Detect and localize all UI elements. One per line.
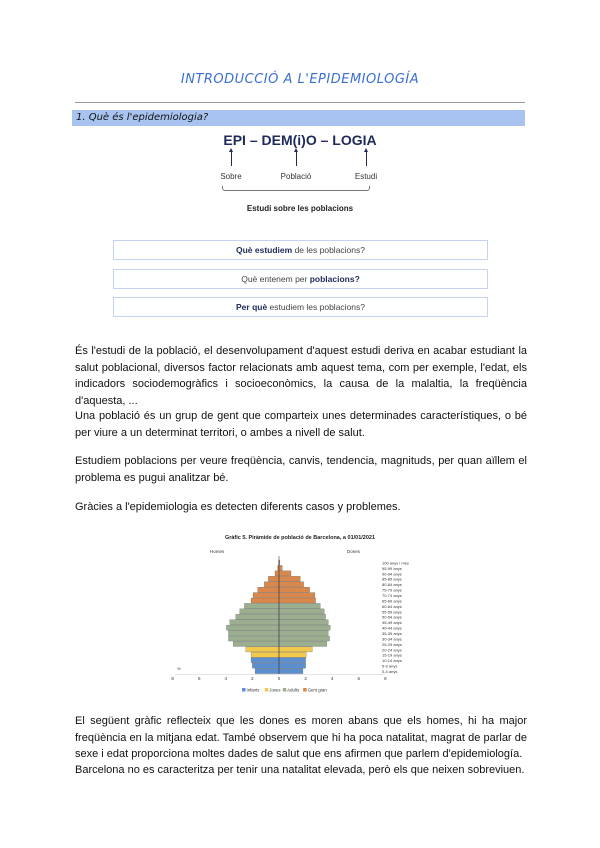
question-box: [113, 269, 488, 289]
chart-title: Gràfic 5. Piràmide de població de Barcelona, a 01/01/2021: [224, 535, 376, 541]
left-label: Homes: [210, 549, 225, 554]
x-tick-label: 8: [171, 676, 174, 681]
paragraph: Barcelona no es caracteritza per tenir una natalitat elevada, però els que neixen sobreviuen.: [75, 764, 525, 776]
x-tick-label: 0: [277, 676, 281, 681]
question-box: [113, 240, 488, 260]
title-divider: [75, 102, 525, 103]
etymology-part: Sobre: [220, 172, 242, 181]
age-label: 100 anys i més: [382, 560, 409, 566]
bar-homes: [251, 658, 279, 663]
bar-homes: [275, 571, 279, 576]
bar-dones: [279, 625, 330, 630]
bar-dones: [279, 658, 306, 663]
bar-dones: [279, 598, 316, 603]
paragraph: Estudiem poblacions per veure freqüència, canvis, tendencia, magnituds, per quan aïllem el problema es pugui analitzar bé.: [75, 455, 527, 484]
x-tick-label: 2: [304, 676, 307, 681]
bar-dones: [279, 587, 310, 592]
etymology-diagram: [160, 128, 440, 218]
etymology-part: Estudi: [354, 172, 378, 181]
paragraph: Gràcies a l'epidemiologia es detecten diferents casos y problemes.: [75, 501, 401, 513]
paragraph: Una població és un grup de gent que comparteix unes determinades característiques, o bé per viure a un determinat territori, o ambes a nivell de salut.: [75, 410, 527, 439]
bar-homes: [251, 598, 279, 603]
bar-homes: [255, 669, 279, 674]
bar-homes: [236, 614, 279, 619]
age-label: 10-14 anys: [382, 658, 402, 664]
legend-label: Joves: [269, 687, 281, 693]
question-text: estudiem les poblacions?: [267, 302, 365, 312]
bar-dones: [279, 565, 282, 570]
question-bold: Per què: [236, 302, 268, 312]
age-label: 75-79 anys: [382, 587, 402, 593]
question-text: Què entenem per: [241, 274, 310, 284]
etymology-summary: Estudi sobre les poblacions: [246, 204, 354, 213]
bar-dones: [279, 582, 304, 587]
arrow-up-icon: [366, 150, 367, 166]
age-label: 90-94 anys: [382, 571, 402, 577]
legend-swatch: [303, 688, 307, 692]
legend-swatch: [242, 688, 246, 692]
age-label: 45-49 anys: [382, 620, 402, 626]
population-pyramid-chart: [160, 528, 440, 698]
bar-homes: [230, 620, 279, 625]
question-text: de les poblacions?: [292, 245, 365, 255]
bar-dones: [279, 636, 330, 641]
age-label: 95-99 anys: [382, 565, 402, 571]
bar-dones: [279, 603, 320, 608]
bar-homes: [240, 609, 279, 614]
question-bold: Què estudiem: [236, 245, 293, 255]
paragraph: El següent gràfic reflecteix que les dones es moren abans que els homes, hi ha major freqüència en la mitjana edat. També observem que hi ha poca natalitat, magrat de parlar de sexe i edat proporciona moltes dades de salut que ens afirmen que parlem d'epidemiología.: [75, 715, 527, 760]
bar-homes: [228, 636, 279, 641]
bar-homes: [268, 576, 279, 581]
age-label: 40-44 anys: [382, 625, 402, 631]
age-label: 35-39 anys: [382, 631, 402, 636]
legend-label: Adults: [287, 687, 300, 693]
legend-label: Gent gran: [307, 687, 327, 693]
bar-dones: [279, 652, 306, 657]
age-label: 15-19 anys: [382, 652, 402, 658]
bar-dones: [279, 614, 326, 619]
bar-homes: [244, 603, 279, 608]
x-tick-label: 4: [224, 676, 228, 681]
bar-dones: [279, 663, 306, 668]
etymology-part: Població: [280, 172, 312, 181]
bar-homes: [258, 587, 279, 592]
document-title: INTRODUCCIÓ A L'EPIDEMIOLOGÍA: [180, 72, 420, 87]
etymology-word: EPI – DEM(i)O – LOGIA: [223, 132, 377, 148]
bar-homes: [251, 652, 279, 657]
legend-label: Infants: [246, 687, 260, 693]
question-box: [113, 297, 488, 317]
bar-homes: [226, 625, 279, 630]
bar-homes: [233, 641, 279, 646]
age-label: 50-54 anys: [382, 614, 402, 620]
bar-dones: [279, 576, 300, 581]
question-bold: poblacions?: [309, 274, 360, 284]
bar-homes: [264, 582, 279, 587]
age-label: 80-84 anys: [382, 582, 402, 588]
age-label: 70-74 anys: [382, 593, 402, 598]
age-label: 25-29 anys: [382, 641, 402, 647]
age-label: 65-69 anys: [382, 598, 402, 604]
right-label: Dones: [347, 549, 361, 554]
x-tick-label: 2: [251, 676, 254, 681]
age-label: 60-64 anys: [382, 603, 402, 609]
bar-homes: [252, 663, 279, 668]
bar-homes: [246, 647, 279, 652]
bar-dones: [279, 669, 303, 674]
bar-homes: [253, 593, 279, 598]
bar-dones: [279, 609, 324, 614]
legend-swatch: [265, 688, 269, 692]
age-label: 20-24 anys: [382, 647, 402, 653]
bar-dones: [279, 631, 328, 636]
section-heading: 1. Què és l'epidemiologia?: [72, 110, 525, 126]
x-axis-label: %: [177, 666, 181, 671]
bar-dones: [279, 620, 328, 625]
age-label: 55-59 anys: [382, 609, 402, 615]
legend-swatch: [283, 688, 287, 692]
bar-dones: [279, 571, 291, 576]
x-tick-label: 6: [197, 676, 201, 681]
arrow-up-icon: [231, 150, 232, 166]
age-label: 85-89 anys: [382, 576, 402, 582]
bar-dones: [279, 647, 312, 652]
age-label: 5-9 anys: [382, 663, 398, 669]
paragraph: És l'estudi de la població, el desenvolupament d'aquest estudi deriva en acabar estudiant la salut poblacional, diversos factor relacionats amb aquest tema, com per exemple, l'edat, els indicadors sociodemogràfics i socioeconòmics, la causa de la malaltia, la freqüència d'aquesta, ...: [75, 345, 527, 407]
age-label: 30-34 anys: [382, 636, 402, 642]
x-tick-label: 4: [330, 676, 334, 681]
brace: [222, 186, 370, 191]
bar-dones: [279, 641, 327, 646]
bar-dones: [279, 593, 315, 598]
x-tick-label: 8: [384, 676, 387, 681]
bar-homes: [228, 631, 279, 636]
x-tick-label: 6: [357, 676, 361, 681]
age-label: 0-4 anys: [382, 669, 398, 674]
arrow-up-icon: [296, 150, 297, 166]
